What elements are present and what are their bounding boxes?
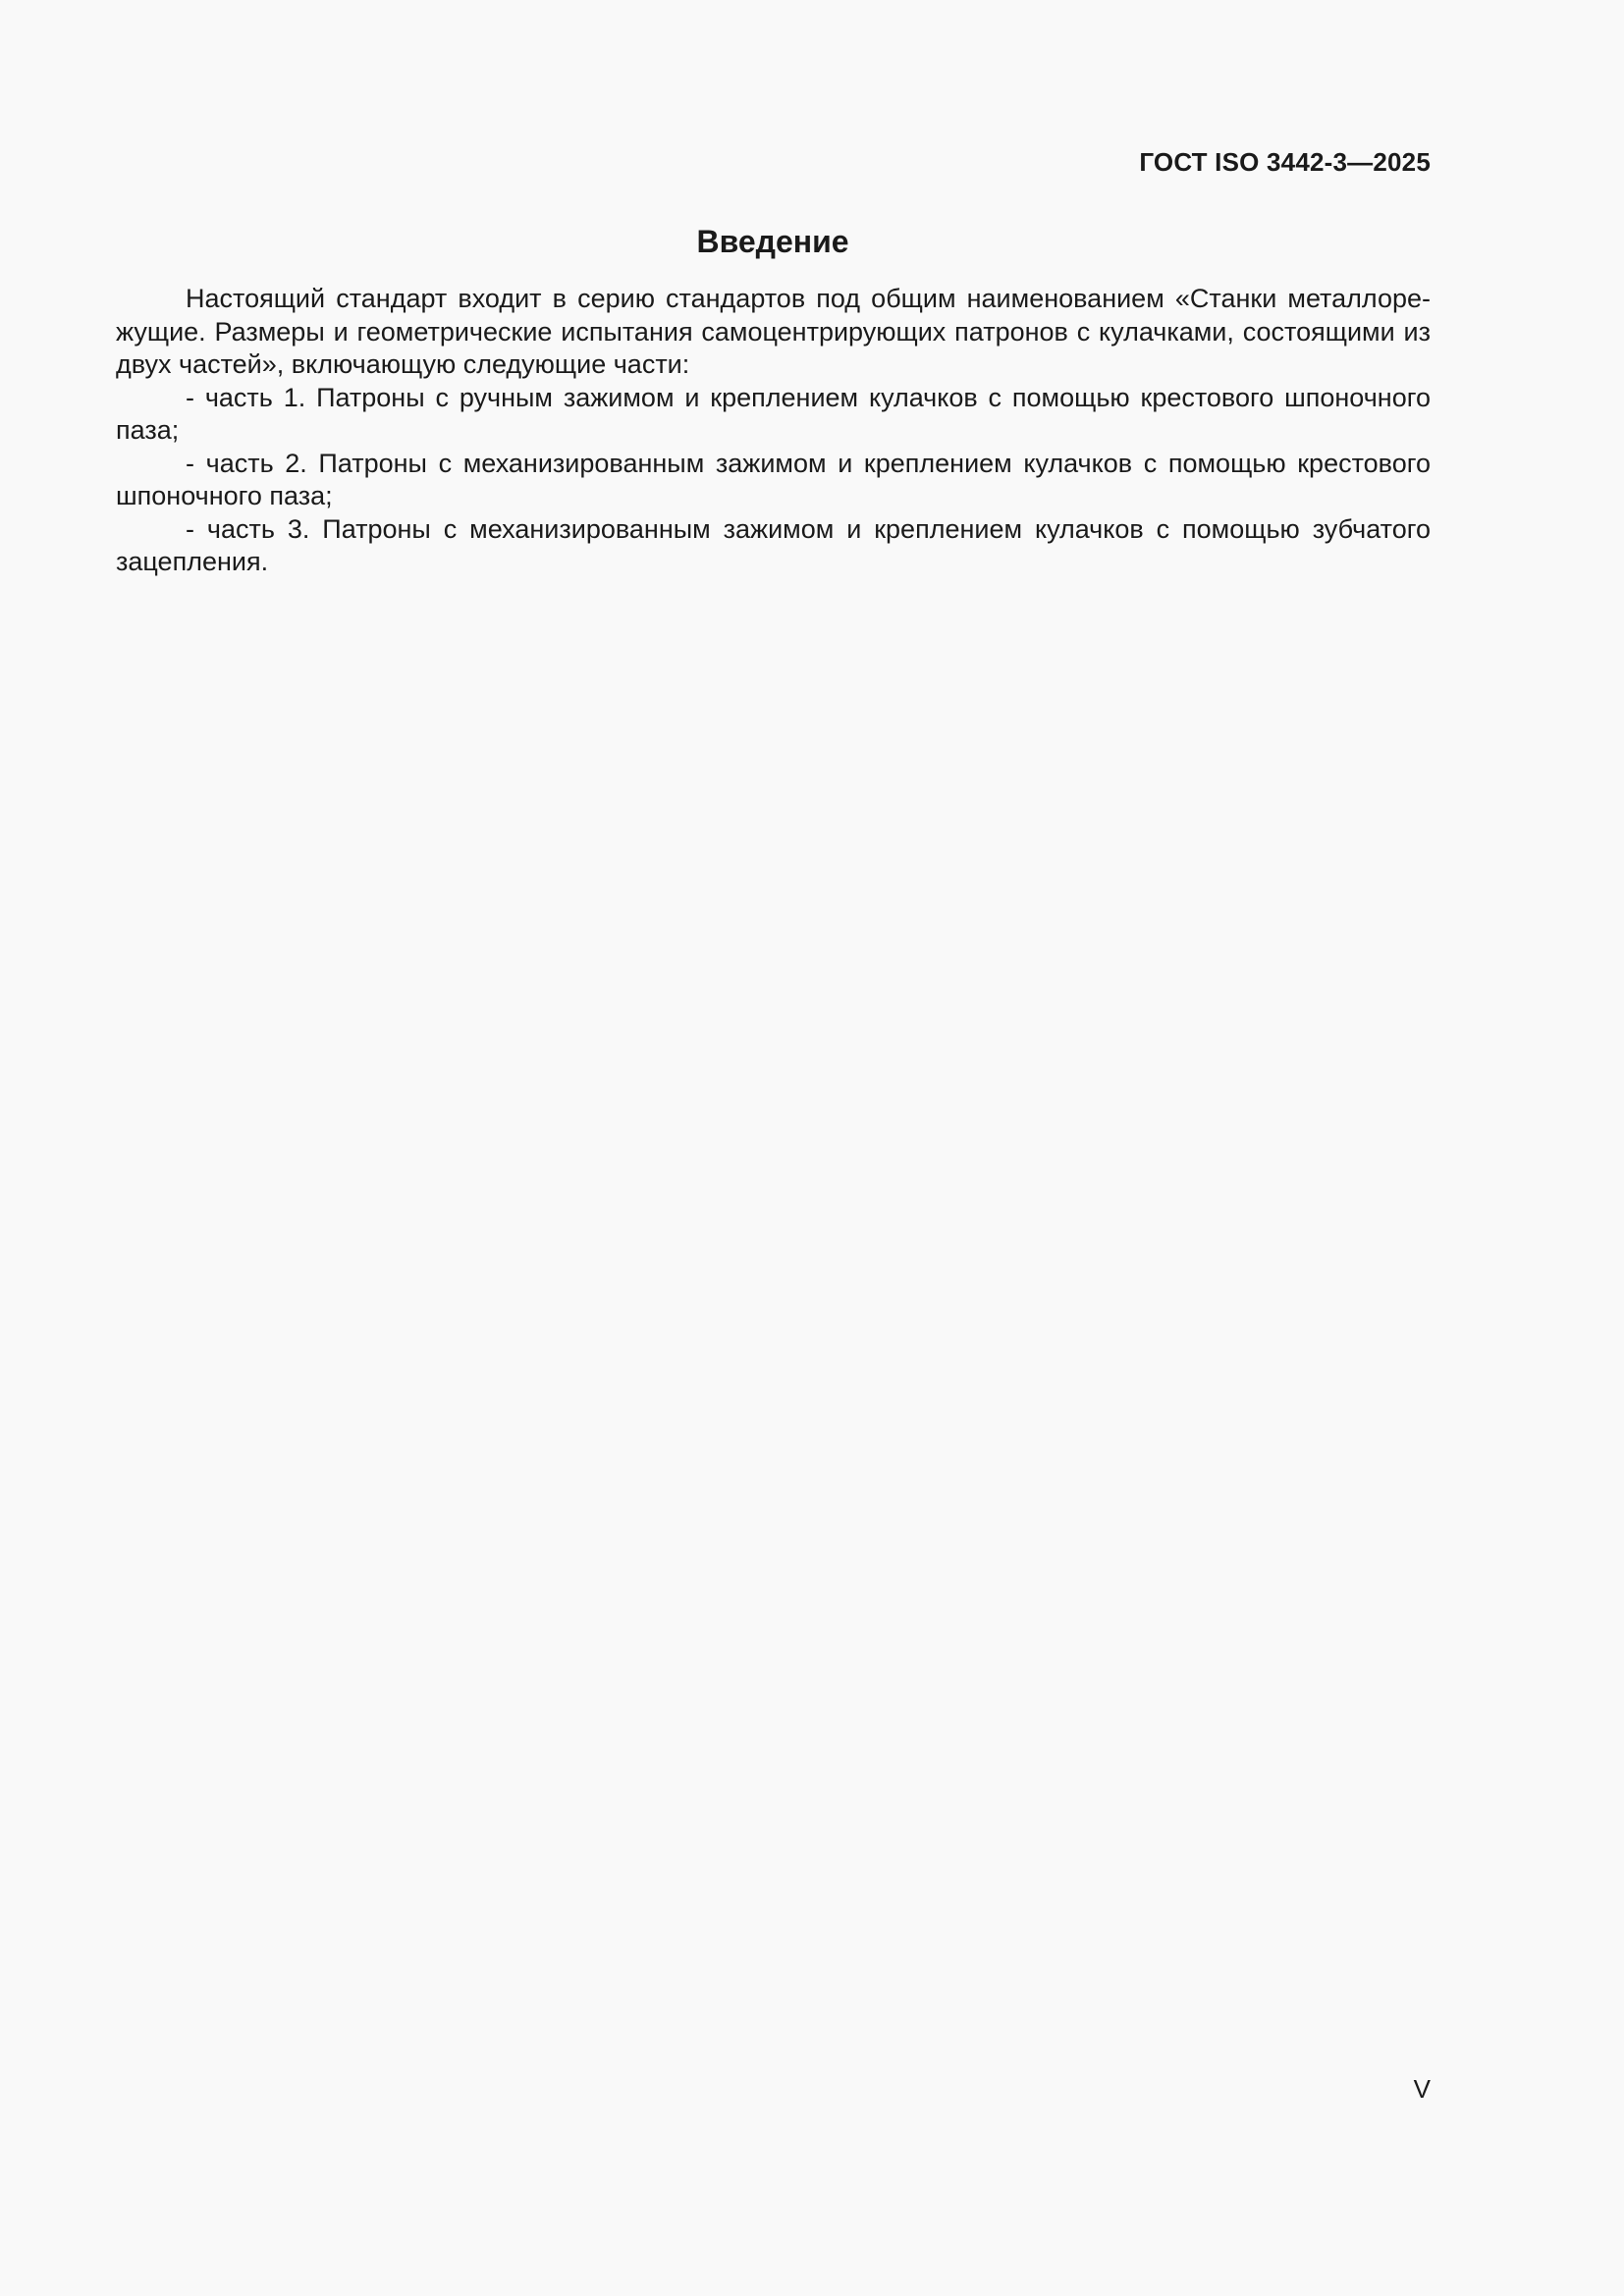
list-item-part-2: - часть 2. Патроны с механизированным зажимом и креплением кулачков с помощью крестового шпоночного паза; <box>116 448 1431 510</box>
body-text <box>116 283 1431 579</box>
list-item-part-3: - часть 3. Патроны с механизированным зажимом и креплением кулачков с помощью зубчатого зацепления. <box>116 513 1431 576</box>
page-number: V <box>1413 2074 1431 2104</box>
list-item-part-1: - часть 1. Патроны с ручным зажимом и креплением кулачков с помощью крестового шпоночного паза; <box>116 382 1431 445</box>
document-code: ГОСТ ISO 3442-3—2025 <box>1139 147 1431 177</box>
section-heading: Введение <box>696 224 849 259</box>
intro-paragraph: Настоящий стандарт входит в серию стандартов под общим наименованием «Станки металлоре-жущие. Размеры и геометрические испытания самоцентрирующих патронов с кулачками, состоящими из двух частей», включающую следующие части: <box>116 284 1431 379</box>
